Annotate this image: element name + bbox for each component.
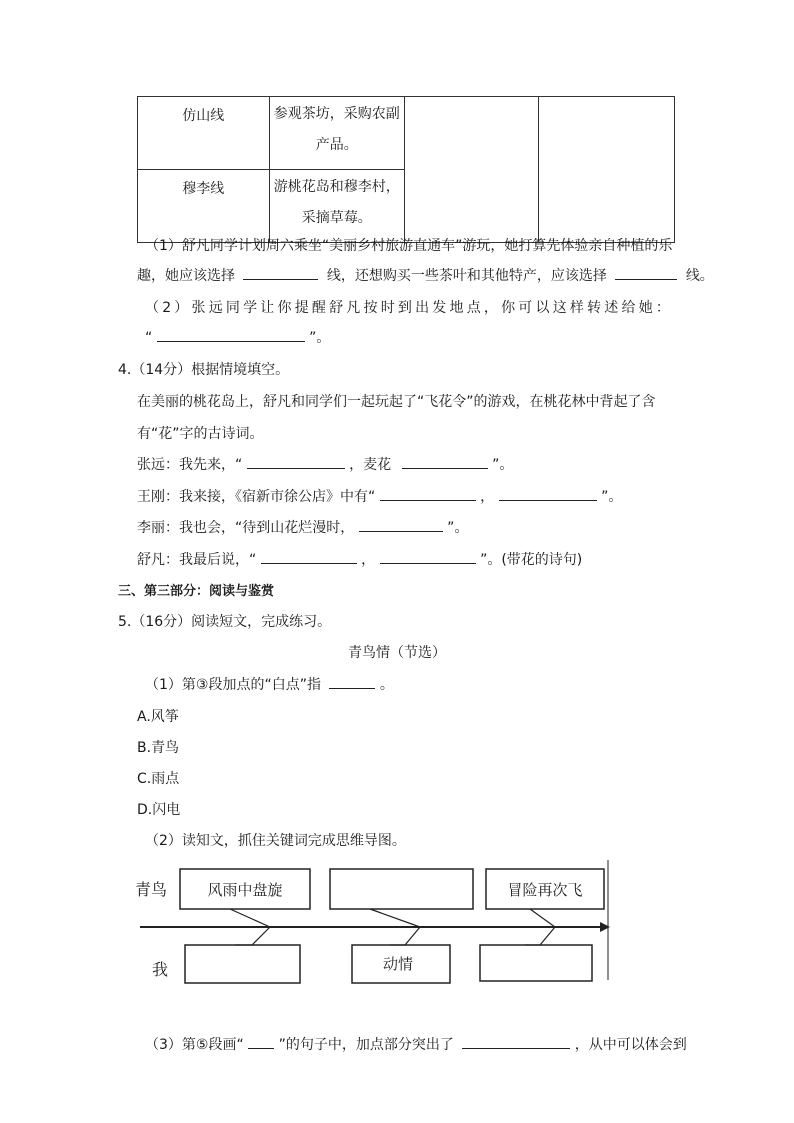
route-activity-line: 参观茶坊，采购农副	[273, 106, 400, 122]
q3-text: ”。	[309, 330, 331, 346]
q5-heading: 5.（16分）阅读短文，完成练习。	[118, 614, 332, 630]
mindmap-box-text: 动情	[382, 955, 414, 973]
q3-sub1-line2	[137, 265, 714, 285]
option-d: D.闪电	[137, 802, 181, 818]
table-row	[138, 97, 675, 170]
mindmap-box[interactable]	[330, 869, 473, 909]
table-empty-cell	[538, 97, 674, 243]
answer-blank[interactable]	[261, 549, 357, 564]
mindmap-connector	[235, 927, 270, 945]
answer-blank[interactable]	[247, 454, 345, 469]
route-activity-line: 游桃花岛和穆李村，	[273, 179, 400, 195]
mindmap-connector	[370, 909, 420, 927]
route-name: 穆李线	[138, 170, 270, 243]
answer-blank[interactable]	[380, 549, 476, 564]
q5-text: ，从中可以体会到	[574, 1037, 687, 1053]
mindmap-box-text: 风雨中盘旋	[207, 881, 283, 899]
section-heading: 三、第三部分：阅读与鉴赏	[118, 584, 275, 599]
q4-heading: 4.（14分）根据情境填空。	[118, 362, 290, 378]
answer-blank[interactable]	[243, 265, 318, 280]
table-empty-cell	[405, 97, 538, 243]
q3-text: “	[145, 330, 153, 346]
q5-sub2: （2）读知文，抓住关键词完成思维导图。	[145, 833, 406, 849]
q4-text: ，	[480, 489, 495, 505]
route-activity-line: 产品。	[315, 137, 358, 153]
route-activity	[269, 97, 405, 170]
q4-intro-line1: 在美丽的桃花岛上，舒凡和同学们一起玩起了“飞花令”的游戏，在桃花林中背起了含	[137, 394, 656, 410]
mind-map	[130, 855, 620, 990]
mindmap-connector	[390, 927, 420, 945]
answer-blank[interactable]	[157, 327, 305, 342]
mindmap-connector	[230, 909, 270, 927]
answer-blank[interactable]	[248, 1034, 274, 1049]
q3-text: 线。	[685, 268, 714, 284]
answer-blank[interactable]	[402, 454, 488, 469]
option-c: C.雨点	[137, 771, 180, 787]
q5-text: ”的句子中，加点部分突出了	[278, 1037, 454, 1053]
q4-text: 舒凡：我最后说，“	[137, 552, 257, 568]
answer-blank[interactable]	[462, 1034, 570, 1049]
mindmap-box[interactable]	[480, 945, 592, 981]
route-activity-line: 采摘草莓。	[301, 210, 372, 226]
q4-line-wang	[137, 486, 622, 506]
q4-line-shu	[137, 549, 582, 569]
q4-text: 张远：我先来，“	[137, 457, 243, 473]
q5-sub3	[145, 1034, 687, 1054]
mindmap-label-bird: 青鸟	[135, 880, 168, 899]
q4-line-zhang	[137, 454, 513, 474]
q4-text: ”。	[447, 520, 469, 536]
q4-text: ，麦花	[349, 457, 392, 473]
answer-blank[interactable]	[615, 265, 677, 280]
answer-blank[interactable]	[380, 486, 476, 501]
q3-text: 趣，她应该选择	[137, 268, 235, 284]
route-table	[137, 96, 675, 243]
q3-sub2-line1: （2）张远同学让你提醒舒凡按时到出发地点，你可以这样转述给她：	[145, 300, 674, 316]
q3-text: 线，还想购买一些茶叶和其他特产，应该选择	[326, 268, 607, 284]
answer-blank[interactable]	[329, 674, 375, 689]
route-activity	[269, 170, 405, 243]
mindmap-box-text: 冒险再次飞	[507, 881, 583, 899]
mindmap-box[interactable]	[185, 945, 300, 983]
answer-blank[interactable]	[359, 517, 443, 532]
q5-text: （1）第③段加点的“白点”指	[145, 677, 321, 693]
q5-text: 。	[379, 677, 394, 693]
q4-text: 李丽：我也会，“待到山花烂漫时，	[137, 520, 355, 536]
option-a: A.风筝	[137, 709, 179, 725]
q4-text: ”。(带花的诗句)	[480, 552, 583, 568]
passage-title: 青鸟情（节选）	[348, 645, 446, 661]
mindmap-connector	[525, 927, 555, 945]
route-name: 仿山线	[138, 97, 270, 170]
q4-text: ”。	[601, 489, 623, 505]
q4-intro-line2: 有“花”字的古诗词。	[137, 426, 264, 442]
option-b: B.青鸟	[137, 740, 180, 756]
q4-text: ”。	[492, 457, 514, 473]
q3-sub1-line1: （1）舒凡同学计划周六乘坐“美丽乡村旅游直通车”游玩，她打算先体验亲自种植的乐	[145, 238, 673, 254]
q4-text: ，	[361, 552, 376, 568]
answer-blank[interactable]	[499, 486, 597, 501]
q4-line-li	[137, 517, 468, 537]
q3-sub2-line2	[145, 327, 330, 347]
q5-sub1	[145, 674, 394, 694]
q4-text: 王刚：我来接，《宿新市徐公店》中有“	[137, 489, 376, 505]
mindmap-connector	[530, 909, 555, 927]
q5-text: （3）第⑤段画“	[145, 1037, 244, 1053]
mindmap-label-me: 我	[152, 960, 169, 979]
